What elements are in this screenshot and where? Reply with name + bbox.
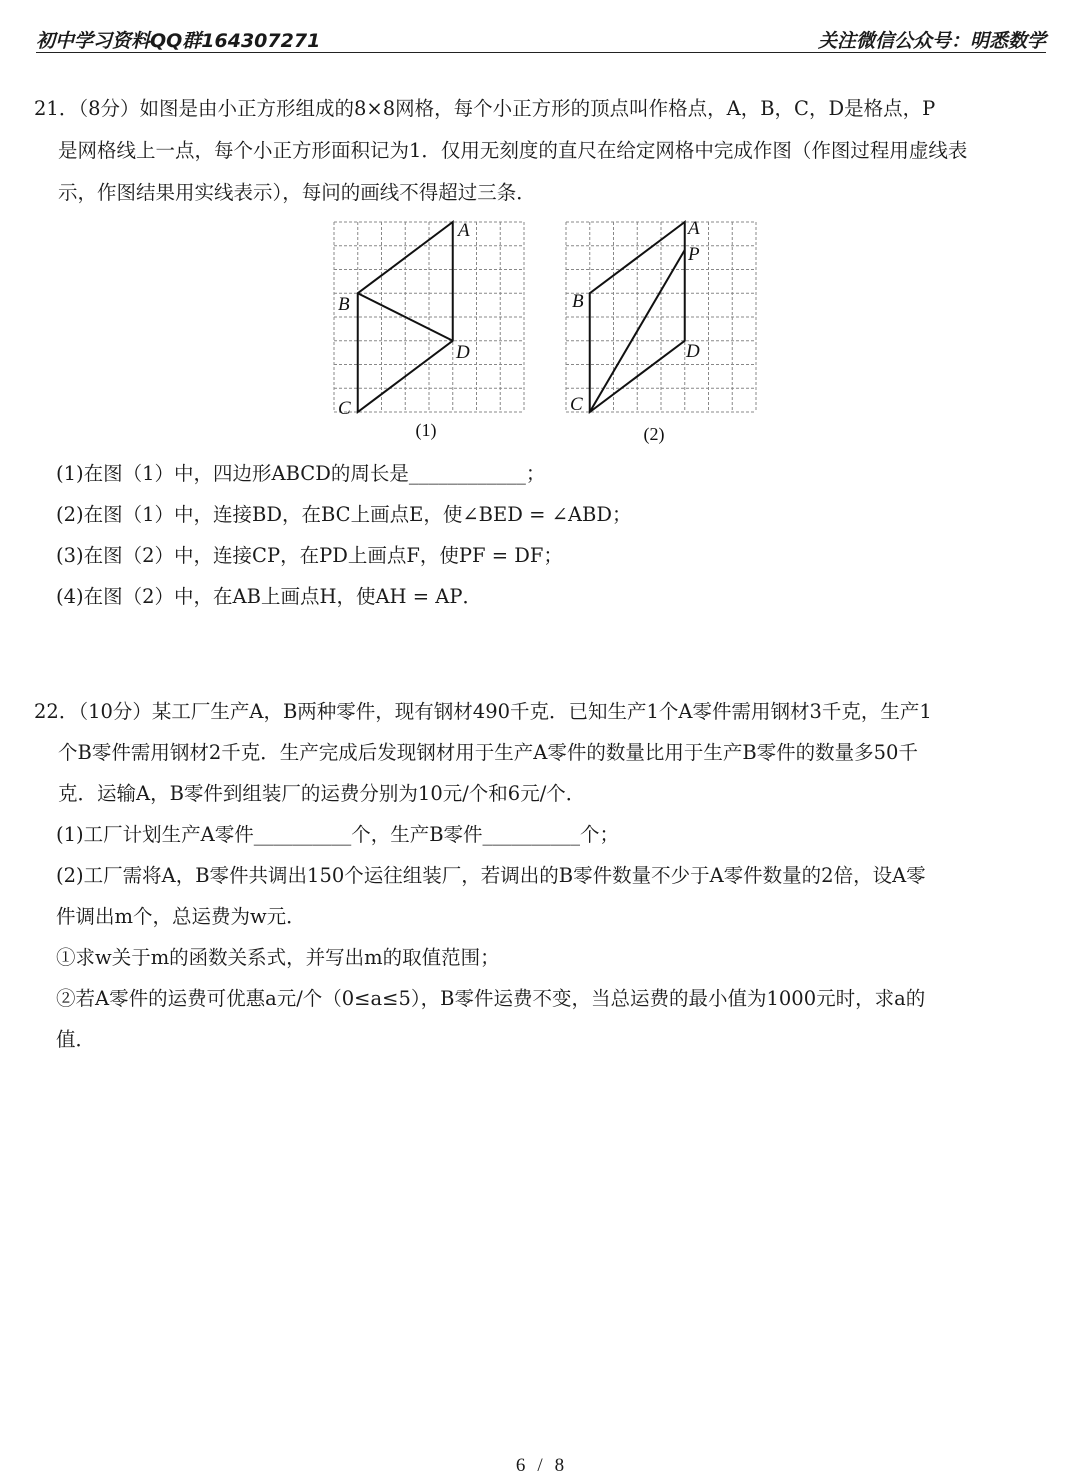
q22-line-7: ①求w关于m的函数关系式，并写出m的取值范围； [56,946,500,969]
q21-line-2: 是网格线上一点，每个小正方形面积记为1．仅用无刻度的直尺在给定网格中完成作图（作图过程用虚线表 [58,139,968,162]
q21-part-4: (4)在图（2）中，在AB上画点H，使AH = AP． [56,585,482,608]
q21-part-1: (1)在图（1）中，四边形ABCD的周长是____________； [56,462,546,485]
header-right-text: 关注微信公众号：明悉数学 [817,30,1046,52]
fig1-label-a: A [458,220,470,241]
fig2-label-a: A [688,218,700,239]
page-footer [0,1455,1080,1477]
header-left-text: 初中学习资料QQ群164307271 [36,30,321,52]
q21-line-3: 示，作图结果用实线表示），每问的画线不得超过三条． [58,181,536,204]
q21-line-1: 21．（8分）如图是由小正方形组成的8×8网格，每个小正方形的顶点叫作格点，A，B，C，D是格点，P [34,97,936,120]
q21-part-2: (2)在图（1）中，连接BD，在BC上画点E，使∠BED = ∠ABD； [56,503,632,526]
page-separator: / [537,1455,543,1476]
q22-line-4: (1)工厂计划生产A零件__________个，生产B零件__________个； [56,823,620,846]
q22-line-6: 件调出m个，总运费为w元． [56,905,306,928]
q22-line-5: (2)工厂需将A，B零件共调出150个运往组装厂，若调出的B零件数量不少于A零件数量的2倍，设A零 [56,864,926,887]
q22-line-9: 值． [56,1028,96,1051]
grid-1 [334,222,524,412]
fig2-label-c: C [570,394,583,415]
q22-line-1: 22．（10分）某工厂生产A，B两种零件，现有钢材490千克．已知生产1个A零件需用钢材3千克，生产1 [34,700,932,723]
grid-2 [566,222,756,412]
fig2-label-d: D [686,341,700,362]
fig2-label-p: P [688,244,700,265]
q22-line-2: 个B零件需用钢材2千克．生产完成后发现钢材用于生产A零件的数量比用于生产B零件的数量多50千 [58,741,918,764]
fig2-label-b: B [572,291,584,312]
figure-1 [318,212,558,452]
page-number: 6 [515,1455,526,1476]
fig2-caption: (2) [643,424,665,444]
q21-part-3: (3)在图（2）中，连接CP，在PD上画点F，使PF = DF； [56,544,563,567]
q22-line-8: ②若A零件的运费可优惠a元/个（0≤a≤5），B零件运费不变，当总运费的最小值为1000元时，求a的 [56,987,926,1010]
fig1-label-b: B [338,294,350,315]
page-header [36,22,1046,53]
fig1-label-d: D [456,342,470,363]
fig1-caption: (1) [415,420,437,440]
figure-2 [550,212,790,452]
fig1-label-c: C [338,398,351,419]
q22-line-3: 克．运输A，B零件到组装厂的运费分别为10元/个和6元/个． [58,782,586,805]
page-total: 8 [554,1455,565,1476]
